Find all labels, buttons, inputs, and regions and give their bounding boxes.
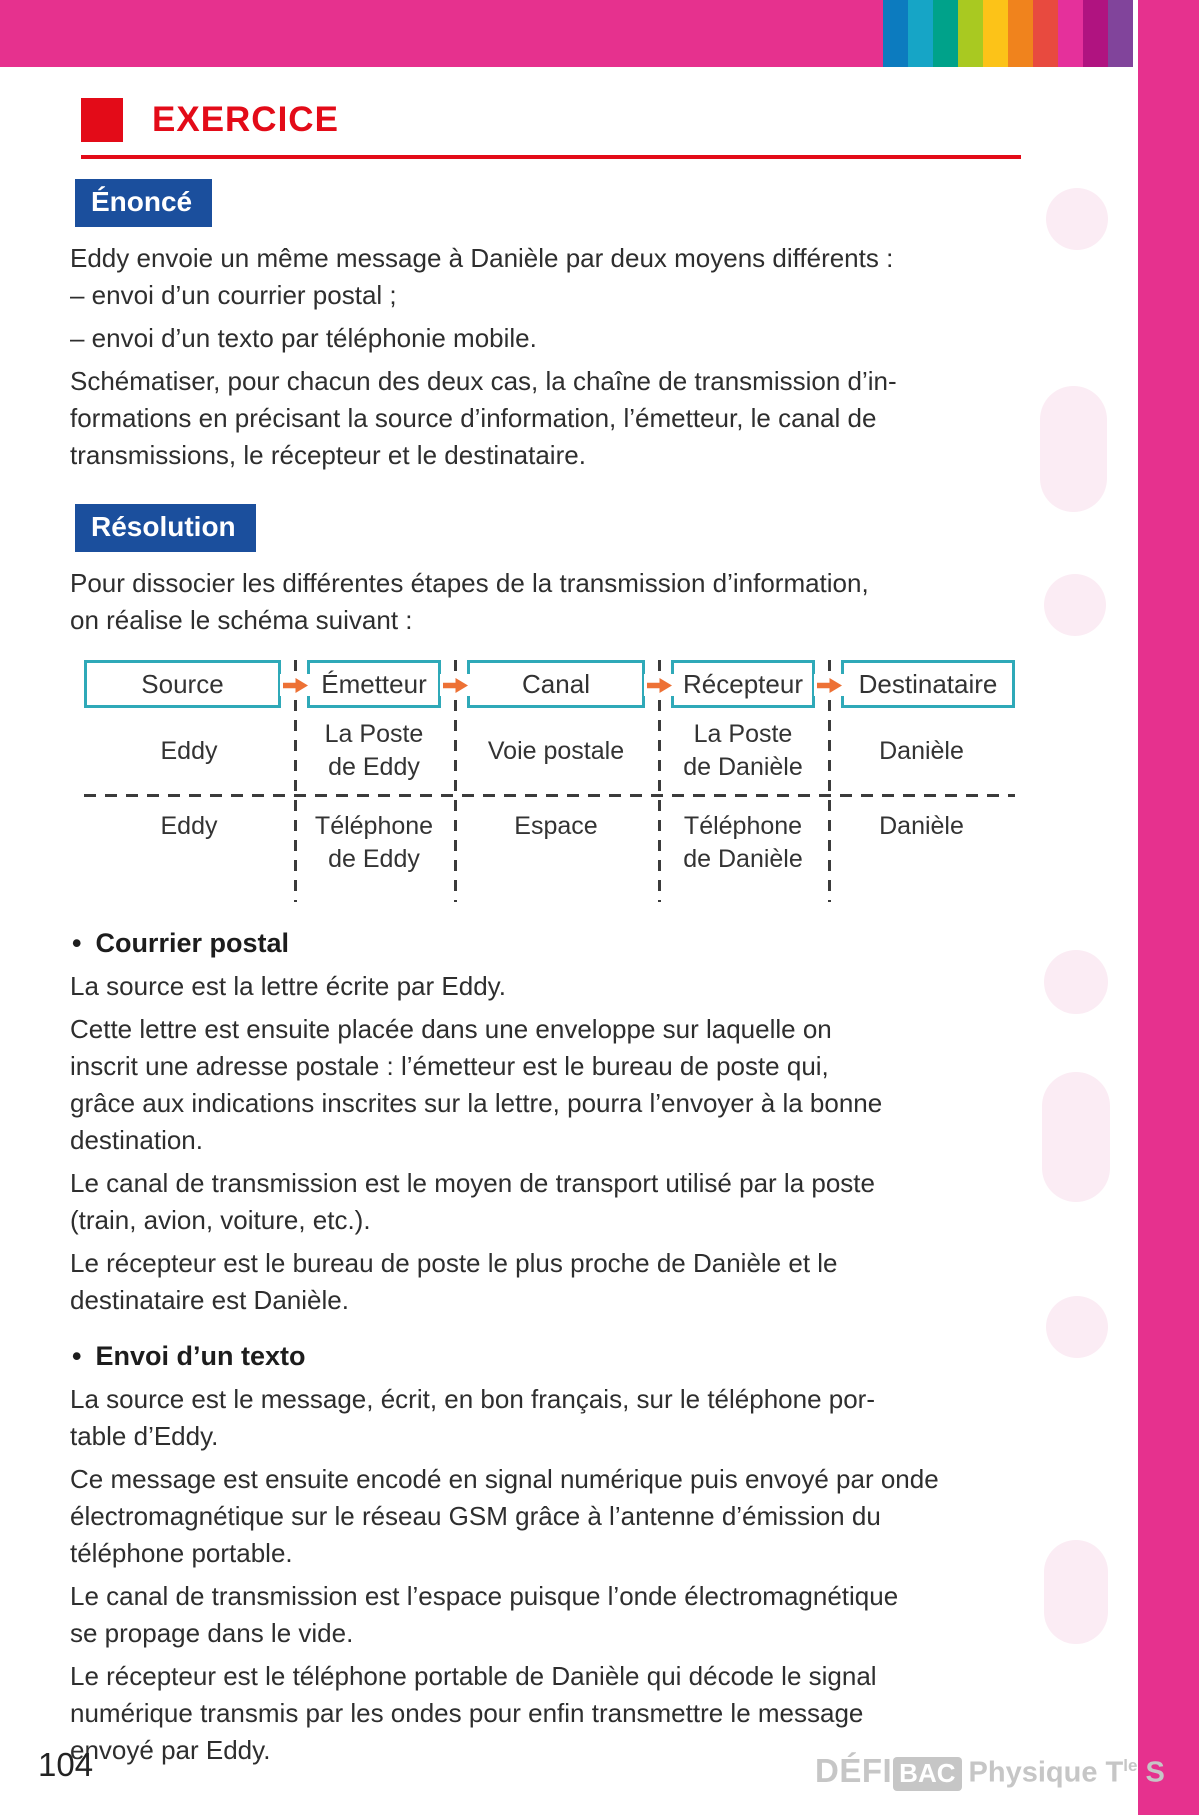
bullet-icon: • [72, 928, 82, 958]
dashed-separator [454, 660, 457, 902]
schema-cell: Eddy [160, 736, 218, 765]
body-paragraph: Cette lettre est ensuite placée dans une enveloppe sur laquelle on inscrit une adresse postale : l’émetteur est le bureau de poste qui, grâce aux indications inscrites sur la lettre, pourra l’envoyer à la bonne destination. [70, 1014, 883, 1155]
right-arrow-icon [440, 674, 470, 696]
body-paragraph: La source est la lettre écrite par Eddy. [70, 971, 506, 1001]
color-stripe [1033, 0, 1058, 67]
schema-header: Émetteur [307, 660, 441, 708]
body-paragraph: Le récepteur est le téléphone portable de Danièle qui décode le signal numérique transmis par les ondes pour enfin transmettre le message envoyé par Eddy. [70, 1661, 877, 1765]
page-number: 104 [38, 1746, 94, 1783]
enonce-paragraph: – envoi d’un texto par téléphonie mobile. [70, 323, 537, 353]
body-paragraph: Le canal de transmission est le moyen de transport utilisé par la poste (train, avion, voiture, etc.). [70, 1168, 875, 1235]
body-paragraph: La source est le message, écrit, en bon français, sur le téléphone por- table d’Eddy. [70, 1384, 875, 1451]
schema-cell: Voie postale [487, 736, 625, 765]
schema-cell: Téléphone de Eddy [314, 812, 434, 873]
red-square-marker [81, 98, 123, 142]
page-title: EXERCICE [152, 100, 339, 139]
schema-cell: Espace [514, 812, 598, 840]
color-stripe [1108, 0, 1133, 67]
schema-header: Destinataire [841, 660, 1015, 708]
right-arrow-icon [280, 674, 310, 696]
color-stripe [908, 0, 933, 67]
color-stripe [1083, 0, 1108, 67]
section-heading-label: Courrier postal [95, 928, 289, 958]
body-paragraph: Ce message est ensuite encodé en signal numérique puis envoyé par onde électromagnétique sur le réseau GSM grâce à l’antenne d’émission du téléphone portable. [70, 1464, 939, 1568]
content [70, 94, 1085, 1775]
dashed-separator [828, 660, 831, 902]
enonce-label: Énoncé [75, 179, 212, 227]
color-stripe [958, 0, 983, 67]
exercice-header [81, 94, 1085, 146]
resolution-intro: Pour dissocier les différentes étapes de la transmission d’information, on réalise le schéma suivant : [70, 568, 869, 635]
bullet-icon: • [72, 1341, 82, 1371]
color-stripe [1008, 0, 1033, 67]
schema-grid [84, 660, 1015, 896]
color-stripe [933, 0, 958, 67]
schema-header: Récepteur [671, 660, 815, 708]
schema-cell: La Poste de Danièle [683, 720, 803, 781]
schema-column-canal [454, 660, 658, 896]
section-heading-envoi-texto [70, 1341, 1085, 1372]
resolution-label: Résolution [75, 504, 256, 552]
dashed-row-divider [84, 794, 1015, 797]
schema-header: Canal [467, 660, 645, 708]
transmission-schema [84, 660, 1015, 902]
brand-logo [815, 1752, 1165, 1791]
brand-defi: DÉFI [815, 1752, 893, 1789]
brand-bac: BAC [893, 1757, 961, 1791]
schema-column-recepteur [658, 660, 828, 896]
schema-header: Source [84, 660, 281, 708]
schema-cell: Danièle [879, 736, 964, 765]
color-stripes [883, 0, 1133, 67]
color-stripe [883, 0, 908, 67]
dashed-separator [294, 660, 297, 902]
right-arrow-icon [814, 674, 844, 696]
body-paragraph: Le canal de transmission est l’espace puisque l’onde électromagnétique se propage dans le vide. [70, 1581, 899, 1648]
enonce-paragraph: Schématiser, pour chacun des deux cas, la chaîne de transmission d’in- formations en précisant la source d’information, l’émetteur, le canal de transmissions, le récepteur et le destinataire. [70, 366, 897, 470]
schema-cell: La Poste de Eddy [324, 720, 424, 781]
color-stripe [983, 0, 1008, 67]
schema-cell: Téléphone de Danièle [683, 812, 803, 873]
schema-column-source [84, 660, 294, 896]
color-stripe [1058, 0, 1083, 67]
right-arrow-icon [644, 674, 674, 696]
red-rule [81, 155, 1021, 159]
schema-column-destinataire [828, 660, 1015, 896]
schema-column-emetteur [294, 660, 454, 896]
schema-cell: Eddy [160, 812, 218, 840]
section-heading-label: Envoi d’un texto [95, 1341, 306, 1371]
schema-cell: Danièle [879, 812, 964, 840]
right-pink-band [1138, 0, 1199, 1815]
brand-subject: Physique $T^{le}$ S [968, 1756, 1165, 1789]
body-paragraph: Le récepteur est le bureau de poste le plus proche de Danièle et le destinataire est Danièle. [70, 1248, 838, 1315]
section-heading-courrier-postal [70, 928, 1085, 959]
dashed-separator [658, 660, 661, 902]
enonce-paragraph: Eddy envoie un même message à Danièle par deux moyens différents : – envoi d’un courrier postal ; [70, 243, 894, 310]
